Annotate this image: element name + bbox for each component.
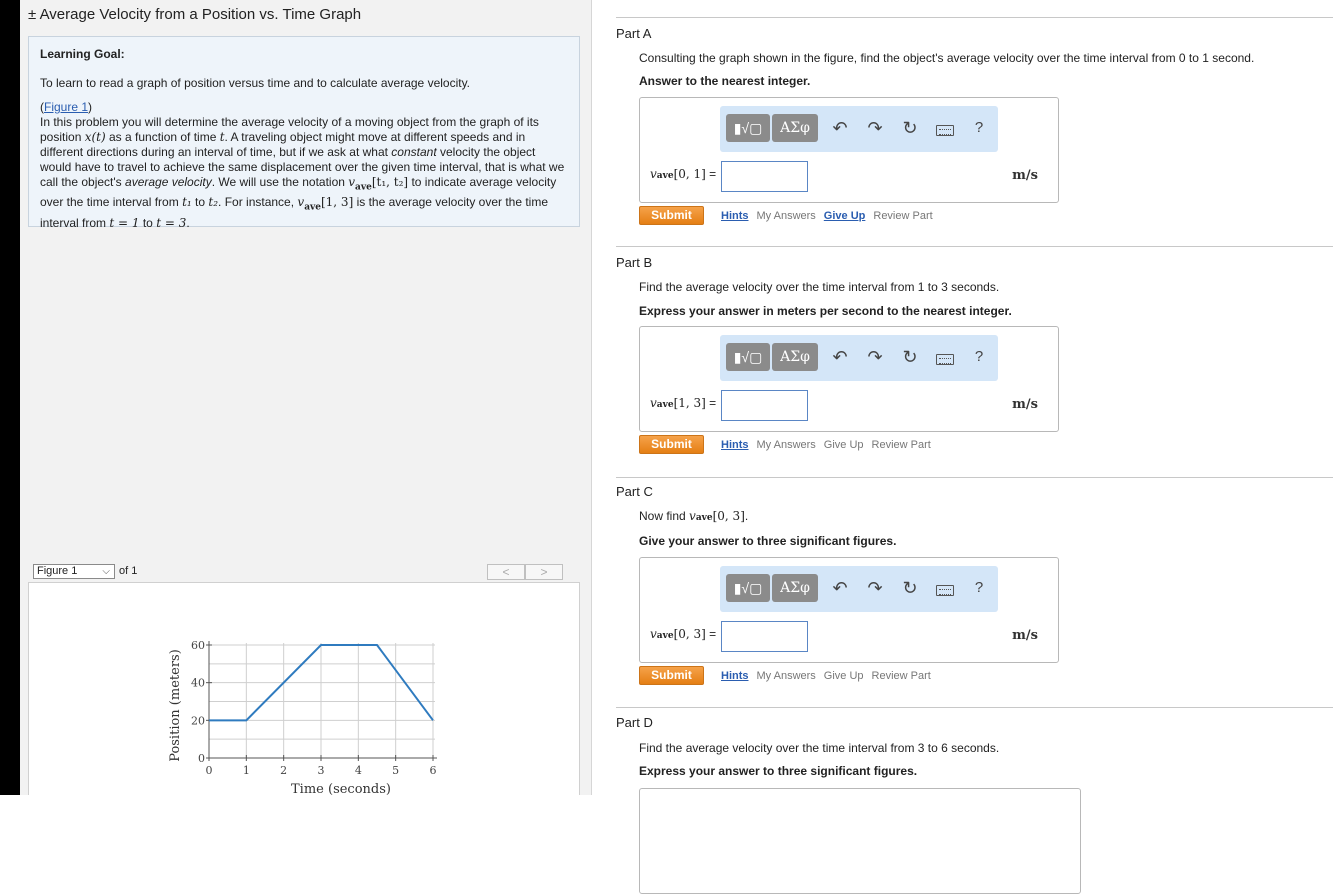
math-toolbar [720, 335, 998, 381]
my-answers-link[interactable]: My Answers [757, 210, 816, 222]
symbols-button[interactable]: ΑΣφ [772, 574, 818, 602]
answer-panel [592, 0, 1333, 795]
part-d-answer-box [639, 788, 1081, 894]
learning-goal-intro: To learn to read a graph of position versus time and to calculate average velocity. [40, 76, 568, 91]
part-a-instruction: Answer to the nearest integer. [639, 74, 810, 88]
y-tick-label: 60 [191, 639, 205, 652]
give-up-link[interactable]: Give Up [824, 670, 864, 682]
y-axis-label: Position (meters) [168, 649, 183, 762]
part-b-answer-input[interactable] [721, 390, 808, 421]
part-d-instruction: Express your answer to three significant figures. [639, 764, 917, 778]
figure-link-line: (Figure 1) [40, 100, 568, 115]
figure-select[interactable]: Figure 1 ⌵ [33, 564, 115, 579]
figure-area [28, 582, 580, 795]
part-c-answer-box [639, 557, 1059, 663]
part-a-answer-input[interactable] [721, 161, 808, 192]
part-d-question: Find the average velocity over the time interval from 3 to 6 seconds. [639, 741, 999, 755]
figure-link[interactable]: Figure 1 [44, 100, 88, 114]
keyboard-icon[interactable] [936, 354, 954, 365]
part-a-question: Consulting the graph shown in the figure, find the object's average velocity over the time interval from 0 to 1 second. [639, 51, 1254, 65]
my-answers-link[interactable]: My Answers [757, 439, 816, 451]
part-divider [616, 477, 1333, 478]
review-part-link[interactable]: Review Part [872, 670, 931, 682]
symbols-button[interactable]: ΑΣφ [772, 114, 818, 142]
part-d-title: Part D [616, 715, 653, 730]
keyboard-icon[interactable] [936, 125, 954, 136]
part-c-answer-label: vave[0, 3] = [650, 627, 716, 641]
part-c-answer-input[interactable] [721, 621, 808, 652]
part-c-links [721, 670, 939, 682]
redo-icon[interactable]: ↷ [865, 117, 885, 139]
part-b-question: Find the average velocity over the time interval from 1 to 3 seconds. [639, 280, 999, 294]
review-part-link[interactable]: Review Part [873, 210, 932, 222]
x-axis-label: Time (seconds) [291, 782, 391, 796]
templates-button[interactable]: ▮√▢ [726, 574, 770, 602]
hints-link[interactable]: Hints [721, 210, 749, 222]
part-a-answer-box [639, 97, 1059, 203]
figure-count: of 1 [119, 565, 137, 577]
part-b-submit-button[interactable]: Submit [639, 435, 704, 454]
figure-next-button[interactable]: > [525, 564, 563, 580]
y-tick-label: 0 [198, 752, 205, 765]
learning-goal-body: In this problem you will determine the average velocity of a moving object from the graph of its position x(t) as a function of time t. A traveling object might move at different speeds and in different directions during an interval of time, but if we ask at what constant velocity the object would have to travel to achieve the same displacement over the given time interval, that is what we call the object's average velocity. We will use the notation $v_{ave}[t_1$, t₂] to indicate average velocity over the time interval from t₁ to t₂. For instance, $v_{ave}[1$, 3] is the average velocity over the time interval from t = 1 to t = 3. [40, 115, 568, 231]
review-part-link[interactable]: Review Part [872, 439, 931, 451]
position-time-chart [29, 583, 579, 796]
help-button[interactable]: ? [969, 117, 989, 139]
hints-link[interactable]: Hints [721, 670, 749, 682]
undo-icon[interactable]: ↶ [830, 117, 850, 139]
undo-icon[interactable]: ↶ [830, 346, 850, 368]
give-up-link[interactable]: Give Up [824, 439, 864, 451]
part-b-title: Part B [616, 255, 652, 270]
part-c-instruction: Give your answer to three significant figures. [639, 534, 896, 548]
redo-icon[interactable]: ↷ [865, 346, 885, 368]
help-button[interactable]: ? [969, 577, 989, 599]
part-a-submit-button[interactable]: Submit [639, 206, 704, 225]
part-b-links [721, 439, 939, 451]
help-button[interactable]: ? [969, 346, 989, 368]
window-edge [0, 0, 20, 795]
part-a-answer-label: vave[0, 1] = [650, 167, 716, 181]
hints-link[interactable]: Hints [721, 439, 749, 451]
part-divider [616, 707, 1333, 708]
part-b-answer-label: vave[1, 3] = [650, 396, 716, 410]
x-tick-label: 5 [392, 764, 399, 777]
symbols-button[interactable]: ΑΣφ [772, 343, 818, 371]
figure-nav [487, 564, 563, 580]
chevron-down-icon: ⌵ [102, 565, 110, 578]
figure-toolbar [28, 562, 580, 582]
x-tick-label: 1 [243, 764, 250, 777]
part-b-instruction: Express your answer in meters per second to the nearest integer. [639, 304, 1012, 318]
give-up-link[interactable]: Give Up [824, 210, 866, 222]
redo-icon[interactable]: ↷ [865, 577, 885, 599]
part-b-unit: m/s [1012, 397, 1038, 412]
part-a-links [721, 210, 941, 222]
x-tick-label: 0 [206, 764, 213, 777]
part-c-submit-button[interactable]: Submit [639, 666, 704, 685]
part-a-unit: m/s [1012, 168, 1038, 183]
part-a-title: Part A [616, 26, 651, 41]
part-divider [616, 17, 1333, 18]
templates-button[interactable]: ▮√▢ [726, 343, 770, 371]
part-c-unit: m/s [1012, 628, 1038, 643]
my-answers-link[interactable]: My Answers [757, 670, 816, 682]
x-tick-label: 6 [430, 764, 437, 777]
part-b-answer-box [639, 326, 1059, 432]
learning-goal-heading: Learning Goal: [40, 47, 568, 62]
templates-button[interactable]: ▮√▢ [726, 114, 770, 142]
reset-icon[interactable]: ↻ [900, 577, 920, 599]
y-tick-label: 40 [191, 677, 205, 690]
learning-goal-box [28, 36, 580, 227]
math-toolbar [720, 106, 998, 152]
part-c-question: Now find vave[0, 3]. [639, 509, 748, 523]
y-tick-label: 20 [191, 714, 205, 727]
math-toolbar [720, 566, 998, 612]
part-c-title: Part C [616, 484, 653, 499]
reset-icon[interactable]: ↻ [900, 346, 920, 368]
x-tick-label: 3 [318, 764, 325, 777]
figure-prev-button[interactable]: < [487, 564, 525, 580]
undo-icon[interactable]: ↶ [830, 577, 850, 599]
reset-icon[interactable]: ↻ [900, 117, 920, 139]
x-tick-label: 2 [280, 764, 287, 777]
x-tick-label: 4 [355, 764, 362, 777]
keyboard-icon[interactable] [936, 585, 954, 596]
part-divider [616, 246, 1333, 247]
problem-panel [20, 0, 592, 795]
problem-title: ± Average Velocity from a Position vs. Time Graph [28, 6, 361, 23]
